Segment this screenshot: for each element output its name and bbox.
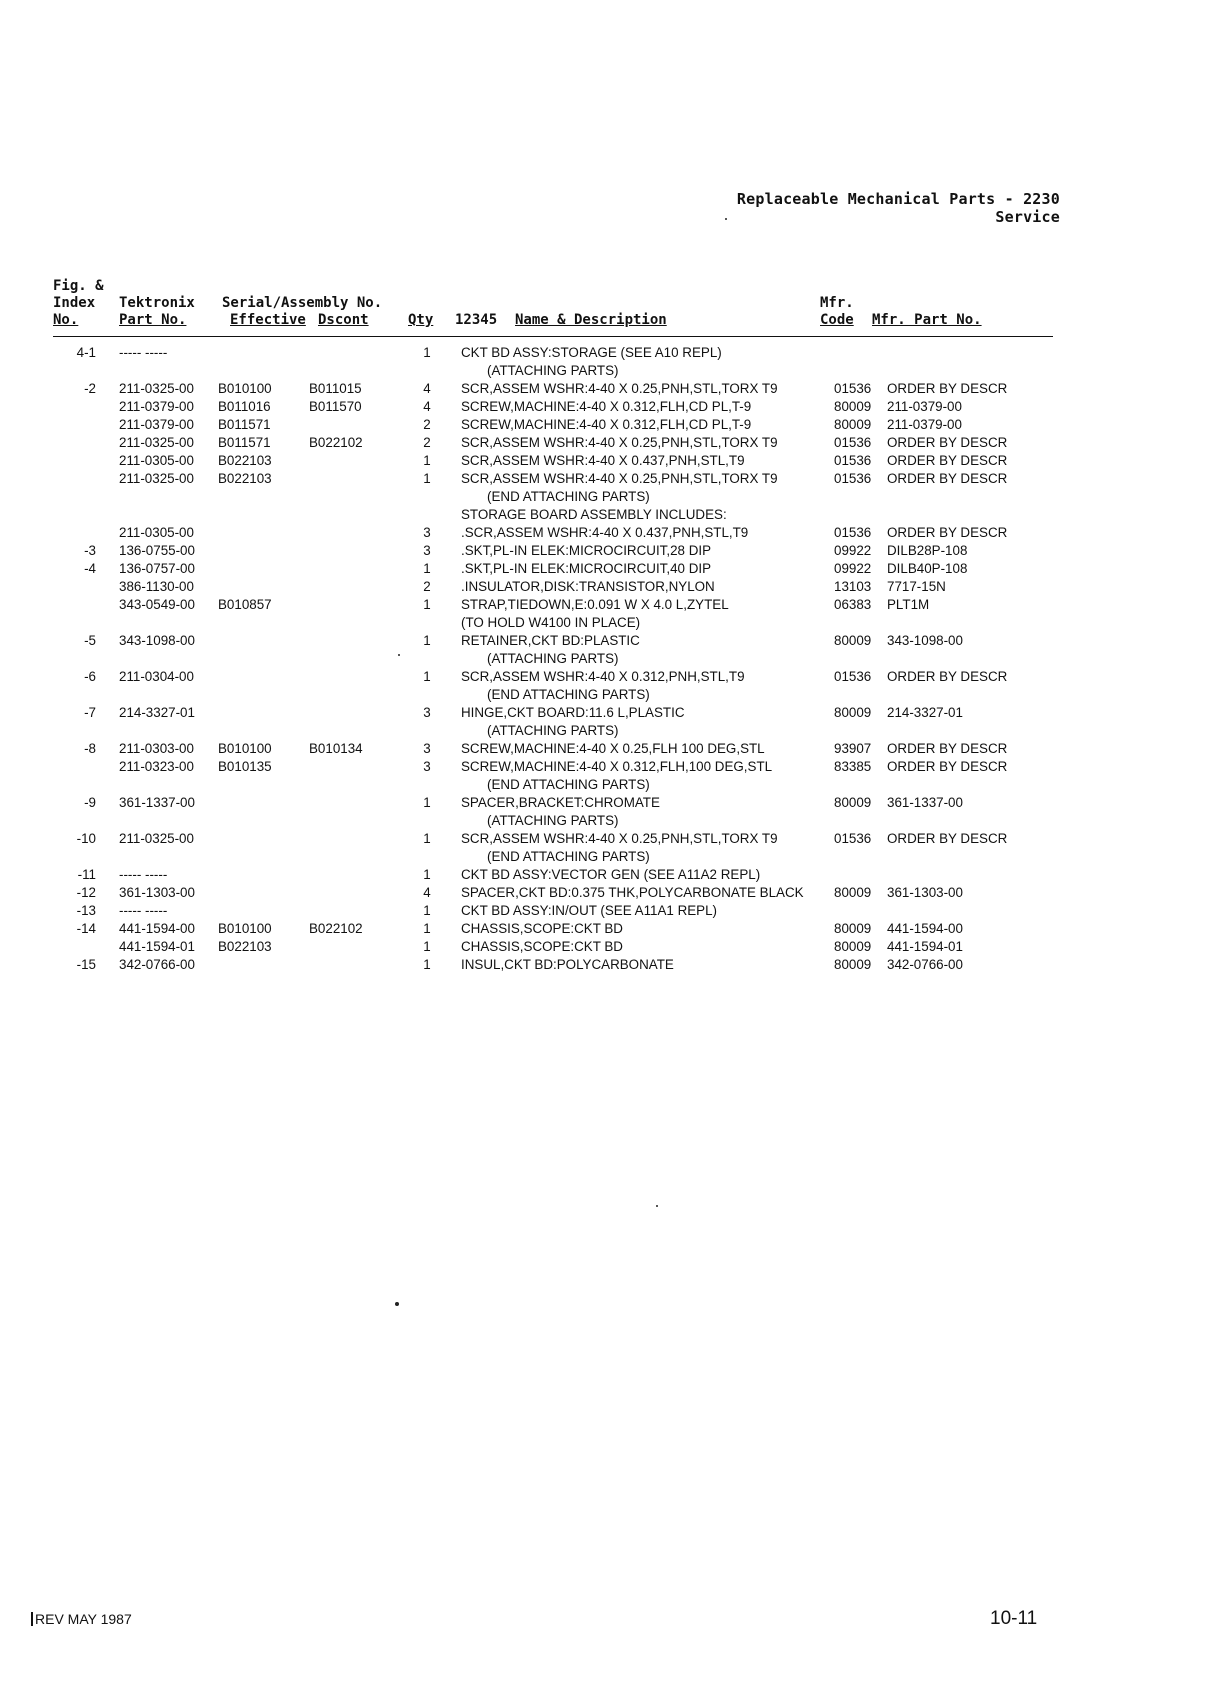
header-rule: [53, 336, 1053, 337]
table-row: [0, 578, 1220, 596]
qty-cell: 2: [423, 417, 431, 432]
effective-cell: B010135: [218, 759, 272, 774]
mfr-code-cell: 80009: [834, 399, 872, 414]
qty-cell: 4: [423, 885, 431, 900]
qty-cell: 1: [423, 867, 431, 882]
mfr-code-cell: 09922: [834, 561, 872, 576]
table-row: [0, 902, 1220, 920]
qty-cell: 1: [423, 561, 431, 576]
part-number-cell: 136-0757-00: [119, 561, 195, 576]
column-header-mfr-part: Mfr. Part No.: [872, 312, 982, 328]
description-cell: .SKT,PL-IN ELEK:MICROCIRCUIT,40 DIP: [461, 561, 712, 576]
index-cell: -14: [76, 921, 96, 936]
scan-speck: [395, 1302, 399, 1306]
description-cell: (END ATTACHING PARTS): [461, 687, 650, 702]
index-cell: -15: [76, 957, 96, 972]
description-cell: RETAINER,CKT BD:PLASTIC: [461, 633, 640, 648]
index-cell: -3: [84, 543, 96, 558]
revision-text: REV MAY 1987: [35, 1611, 132, 1627]
effective-cell: B011571: [218, 417, 271, 432]
description-cell: SCR,ASSEM WSHR:4-40 X 0.25,PNH,STL,TORX T9: [461, 831, 778, 846]
mfr-part-cell: 441-1594-00: [887, 921, 963, 936]
mfr-part-cell: 211-0379-00: [887, 417, 962, 432]
description-cell: SCREW,MACHINE:4-40 X 0.312,FLH,CD PL,T-9: [461, 417, 752, 432]
mfr-part-cell: ORDER BY DESCR: [887, 381, 1008, 396]
effective-cell: B011016: [218, 399, 271, 414]
mfr-code-cell: 80009: [834, 705, 872, 720]
revision-footer: [31, 1611, 132, 1627]
qty-cell: 1: [423, 633, 431, 648]
mfr-code-cell: 80009: [834, 795, 872, 810]
page-header: Replaceable Mechanical Parts - 2230 Service: [736, 190, 1060, 226]
description-cell: STRAP,TIEDOWN,E:0.091 W X 4.0 L,ZYTEL: [461, 597, 729, 612]
effective-cell: B022103: [218, 471, 272, 486]
table-row: [0, 956, 1220, 974]
qty-cell: 1: [423, 921, 431, 936]
qty-cell: 4: [423, 381, 431, 396]
table-row: [0, 938, 1220, 956]
description-cell: STORAGE BOARD ASSEMBLY INCLUDES:: [461, 507, 727, 522]
description-cell: (END ATTACHING PARTS): [461, 849, 650, 864]
table-row: [0, 776, 1220, 794]
index-cell: -8: [84, 741, 96, 756]
dscont-cell: B010134: [309, 741, 363, 756]
table-row: [0, 686, 1220, 704]
qty-cell: 1: [423, 597, 431, 612]
table-row: [0, 758, 1220, 776]
description-cell: (ATTACHING PARTS): [461, 723, 619, 738]
column-header-part: [119, 295, 195, 329]
mfr-code-cell: 01536: [834, 831, 872, 846]
table-row: [0, 596, 1220, 614]
mfr-code-cell: 93907: [834, 741, 872, 756]
mfr-part-cell: ORDER BY DESCR: [887, 759, 1008, 774]
mfr-code-cell: 01536: [834, 453, 872, 468]
description-cell: (ATTACHING PARTS): [461, 363, 619, 378]
dscont-cell: B011570: [309, 399, 362, 414]
effective-cell: B010100: [218, 741, 272, 756]
description-cell: SCREW,MACHINE:4-40 X 0.25,FLH 100 DEG,STL: [461, 741, 765, 756]
description-cell: SCR,ASSEM WSHR:4-40 X 0.312,PNH,STL,T9: [461, 669, 745, 684]
mfr-code-cell: 06383: [834, 597, 872, 612]
mfr-part-cell: ORDER BY DESCR: [887, 435, 1008, 450]
mfr-part-cell: 441-1594-01: [887, 939, 963, 954]
column-header-part-line2: Part No.: [119, 312, 187, 328]
part-number-cell: 211-0325-00: [119, 471, 194, 486]
table-row: [0, 920, 1220, 938]
table-row: [0, 704, 1220, 722]
column-header-code: Code: [820, 312, 854, 328]
qty-cell: 3: [423, 741, 431, 756]
table-row: [0, 452, 1220, 470]
description-cell: CHASSIS,SCOPE:CKT BD: [461, 921, 623, 936]
mfr-code-cell: 01536: [834, 525, 872, 540]
qty-cell: 1: [423, 831, 431, 846]
dscont-cell: B022102: [309, 921, 363, 936]
table-row: [0, 740, 1220, 758]
description-cell: (END ATTACHING PARTS): [461, 777, 650, 792]
table-row: [0, 470, 1220, 488]
table-row: [0, 794, 1220, 812]
index-cell: -10: [76, 831, 96, 846]
table-row: [0, 866, 1220, 884]
description-cell: SPACER,BRACKET:CHROMATE: [461, 795, 660, 810]
part-number-cell: 343-1098-00: [119, 633, 195, 648]
mfr-code-cell: 13103: [834, 579, 872, 594]
description-cell: CKT BD ASSY:VECTOR GEN (SEE A11A2 REPL): [461, 867, 761, 882]
index-cell: -4: [84, 561, 96, 576]
qty-cell: 2: [423, 435, 431, 450]
column-header-qty: Qty: [408, 312, 434, 328]
mfr-part-cell: DILB28P-108: [887, 543, 968, 558]
mfr-code-cell: 09922: [834, 543, 872, 558]
effective-cell: B022103: [218, 939, 272, 954]
part-number-cell: 211-0303-00: [119, 741, 194, 756]
part-number-cell: 136-0755-00: [119, 543, 195, 558]
revision-bar: [31, 1612, 33, 1626]
column-header-num: 12345: [455, 312, 498, 328]
description-cell: SCREW,MACHINE:4-40 X 0.312,FLH,100 DEG,STL: [461, 759, 773, 774]
mfr-code-cell: 80009: [834, 921, 872, 936]
part-number-cell: 386-1130-00: [119, 579, 194, 594]
table-row: [0, 380, 1220, 398]
table-row: [0, 506, 1220, 524]
index-cell: -11: [77, 867, 96, 882]
part-number-cell: 211-0325-00: [119, 381, 194, 396]
mfr-part-cell: 343-1098-00: [887, 633, 963, 648]
scan-speck: [398, 654, 400, 656]
description-cell: CKT BD ASSY:STORAGE (SEE A10 REPL): [461, 345, 722, 360]
description-cell: (ATTACHING PARTS): [461, 813, 619, 828]
table-row: [0, 398, 1220, 416]
mfr-part-cell: ORDER BY DESCR: [887, 471, 1008, 486]
scan-speck: [725, 218, 727, 220]
table-row: [0, 812, 1220, 830]
table-row: [0, 830, 1220, 848]
qty-cell: 1: [423, 669, 431, 684]
mfr-part-cell: 211-0379-00: [887, 399, 962, 414]
index-cell: -7: [84, 705, 96, 720]
mfr-code-cell: 80009: [834, 633, 872, 648]
qty-cell: 1: [423, 453, 431, 468]
qty-cell: 1: [423, 345, 431, 360]
part-number-cell: 211-0305-00: [119, 525, 194, 540]
part-number-cell: 211-0325-00: [119, 435, 194, 450]
column-header-serial-line1: Serial/Assembly No.: [222, 295, 383, 311]
part-number-cell: ----- -----: [119, 903, 168, 918]
table-row: [0, 650, 1220, 668]
description-cell: SCREW,MACHINE:4-40 X 0.312,FLH,CD PL,T-9: [461, 399, 752, 414]
qty-cell: 3: [423, 525, 431, 540]
table-row: [0, 884, 1220, 902]
description-cell: SCR,ASSEM WSHR:4-40 X 0.25,PNH,STL,TORX T9: [461, 435, 778, 450]
qty-cell: 3: [423, 705, 431, 720]
mfr-part-cell: DILB40P-108: [887, 561, 968, 576]
table-row: [0, 488, 1220, 506]
description-cell: CKT BD ASSY:IN/OUT (SEE A11A1 REPL): [461, 903, 718, 918]
part-number-cell: 343-0549-00: [119, 597, 195, 612]
dscont-cell: B022102: [309, 435, 363, 450]
part-number-cell: 211-0379-00: [119, 399, 194, 414]
qty-cell: 1: [423, 795, 431, 810]
table-row: [0, 722, 1220, 740]
dscont-cell: B011015: [309, 381, 362, 396]
mfr-part-cell: 361-1303-00: [887, 885, 963, 900]
page-number: 10-11: [990, 1608, 1038, 1629]
column-header-mfr-line1: Mfr.: [820, 295, 854, 311]
mfr-part-cell: 342-0766-00: [887, 957, 963, 972]
scan-speck: [656, 1205, 658, 1207]
table-row: [0, 434, 1220, 452]
parts-table: [0, 344, 1220, 974]
part-number-cell: ----- -----: [119, 345, 168, 360]
mfr-code-cell: 01536: [834, 471, 872, 486]
effective-cell: B010100: [218, 921, 272, 936]
description-cell: .SKT,PL-IN ELEK:MICROCIRCUIT,28 DIP: [461, 543, 712, 558]
mfr-part-cell: 7717-15N: [887, 579, 946, 594]
description-cell: .SCR,ASSEM WSHR:4-40 X 0.437,PNH,STL,T9: [461, 525, 749, 540]
column-header-mfr: [820, 295, 854, 329]
table-row: [0, 542, 1220, 560]
effective-cell: B011571: [218, 435, 271, 450]
description-cell: SCR,ASSEM WSHR:4-40 X 0.437,PNH,STL,T9: [461, 453, 745, 468]
mfr-part-cell: ORDER BY DESCR: [887, 525, 1008, 540]
mfr-part-cell: 214-3327-01: [887, 705, 963, 720]
column-header-index-line2: Index: [53, 295, 96, 311]
mfr-part-cell: ORDER BY DESCR: [887, 453, 1008, 468]
qty-cell: 1: [423, 471, 431, 486]
qty-cell: 1: [423, 939, 431, 954]
mfr-code-cell: 83385: [834, 759, 872, 774]
column-header-effective: Effective: [230, 312, 306, 328]
part-number-cell: 441-1594-00: [119, 921, 195, 936]
part-number-cell: 342-0766-00: [119, 957, 195, 972]
part-number-cell: 361-1303-00: [119, 885, 195, 900]
mfr-code-cell: 01536: [834, 381, 872, 396]
description-cell: INSUL,CKT BD:POLYCARBONATE: [461, 957, 674, 972]
index-cell: -12: [76, 885, 96, 900]
mfr-part-cell: ORDER BY DESCR: [887, 741, 1008, 756]
effective-cell: B022103: [218, 453, 272, 468]
description-cell: .INSULATOR,DISK:TRANSISTOR,NYLON: [461, 579, 715, 594]
column-header-index: [53, 278, 104, 329]
qty-cell: 1: [423, 903, 431, 918]
mfr-code-cell: 80009: [834, 885, 872, 900]
description-cell: SPACER,CKT BD:0.375 THK,POLYCARBONATE BLACK: [461, 885, 804, 900]
part-number-cell: 361-1337-00: [119, 795, 195, 810]
qty-cell: 1: [423, 957, 431, 972]
column-header-part-line1: Tektronix: [119, 295, 195, 311]
table-row: [0, 344, 1220, 362]
mfr-part-cell: PLT1M: [887, 597, 930, 612]
table-row: [0, 668, 1220, 686]
table-row: [0, 362, 1220, 380]
part-number-cell: 211-0323-00: [119, 759, 194, 774]
table-row: [0, 416, 1220, 434]
part-number-cell: ----- -----: [119, 867, 168, 882]
table-row: [0, 848, 1220, 866]
column-header-name: Name & Description: [515, 312, 667, 328]
part-number-cell: 211-0304-00: [119, 669, 194, 684]
mfr-code-cell: 01536: [834, 669, 872, 684]
mfr-part-cell: ORDER BY DESCR: [887, 831, 1008, 846]
part-number-cell: 214-3327-01: [119, 705, 195, 720]
mfr-part-cell: ORDER BY DESCR: [887, 669, 1008, 684]
table-row: [0, 524, 1220, 542]
index-cell: -5: [84, 633, 96, 648]
part-number-cell: 211-0379-00: [119, 417, 194, 432]
description-cell: HINGE,CKT BOARD:11.6 L,PLASTIC: [461, 705, 685, 720]
index-cell: -6: [84, 669, 96, 684]
description-cell: (TO HOLD W4100 IN PLACE): [461, 615, 641, 630]
column-header-index-line1: Fig. &: [53, 278, 104, 294]
qty-cell: 3: [423, 543, 431, 558]
effective-cell: B010857: [218, 597, 272, 612]
description-cell: SCR,ASSEM WSHR:4-40 X 0.25,PNH,STL,TORX T9: [461, 471, 778, 486]
mfr-part-cell: 361-1337-00: [887, 795, 963, 810]
column-header-dscont: Dscont: [318, 312, 369, 328]
index-cell: -9: [84, 795, 96, 810]
table-row: [0, 614, 1220, 632]
mfr-code-cell: 80009: [834, 957, 872, 972]
part-number-cell: 211-0325-00: [119, 831, 194, 846]
column-header-index-line3: No.: [53, 312, 79, 328]
part-number-cell: 211-0305-00: [119, 453, 194, 468]
description-cell: CHASSIS,SCOPE:CKT BD: [461, 939, 623, 954]
description-cell: (ATTACHING PARTS): [461, 651, 619, 666]
index-cell: -2: [84, 381, 96, 396]
mfr-code-cell: 80009: [834, 939, 872, 954]
qty-cell: 4: [423, 399, 431, 414]
index-cell: -13: [76, 903, 96, 918]
part-number-cell: 441-1594-01: [119, 939, 195, 954]
mfr-code-cell: 01536: [834, 435, 872, 450]
description-cell: SCR,ASSEM WSHR:4-40 X 0.25,PNH,STL,TORX T9: [461, 381, 778, 396]
mfr-code-cell: 80009: [834, 417, 872, 432]
description-cell: (END ATTACHING PARTS): [461, 489, 650, 504]
qty-cell: 3: [423, 759, 431, 774]
index-cell: 4-1: [76, 345, 96, 360]
qty-cell: 2: [423, 579, 431, 594]
effective-cell: B010100: [218, 381, 272, 396]
table-row: [0, 632, 1220, 650]
column-header-serial: [222, 295, 382, 312]
table-row: [0, 560, 1220, 578]
